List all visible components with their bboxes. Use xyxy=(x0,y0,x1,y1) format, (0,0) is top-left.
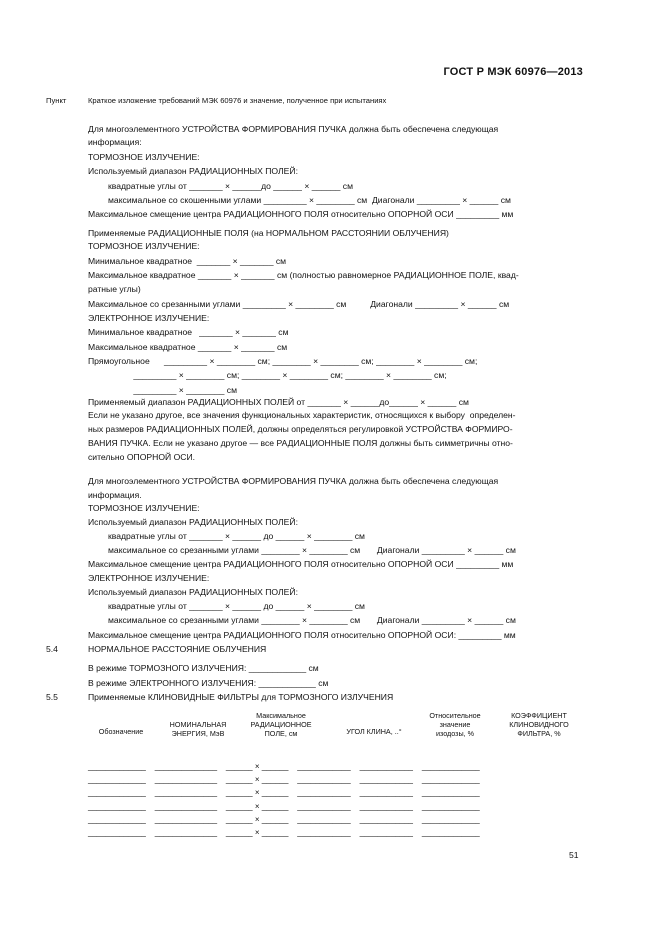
text-line: Применяемые РАДИАЦИОННЫЕ ПОЛЯ (на НОРМАЛЬНОМ РАССТОЯНИИ ОБЛУЧЕНИЯ) xyxy=(88,228,449,238)
clause-number: 5.5 xyxy=(46,692,58,702)
text-line: Минимальное квадратное _______ × _______ см xyxy=(88,256,287,266)
table-row: _____________ ______________ ______ × ______ ____________ ____________ _____________ xyxy=(88,801,480,811)
text-line: максимальное со срезанными углами ________ × ________ см Диагонали _________ × ______ см xyxy=(108,545,516,555)
text-line: максимальное со срезанными углами ________ × ________ см Диагонали _________ × ______ см xyxy=(108,615,516,625)
text-line: информация: xyxy=(88,137,142,147)
text-line: В режиме ТОРМОЗНОГО ИЗЛУЧЕНИЯ: ____________ см xyxy=(88,663,319,673)
text-line: Максимальное смещение центра РАДИАЦИОННОГО ПОЛЯ относительно ОПОРНОЙ ОСИ _________ мм xyxy=(88,559,514,569)
text-line: ЭЛЕКТРОННОЕ ИЗЛУЧЕНИЕ: xyxy=(88,573,210,583)
text-line: Используемый диапазон РАДИАЦИОННЫХ ПОЛЕЙ: xyxy=(88,587,298,597)
text-line: ВАНИЯ ПУЧКА. Если не указано другое — все РАДИАЦИОННЫЕ ПОЛЯ должны быть симметричны отно- xyxy=(88,438,513,448)
text-line: Если не указано другое, все значения функциональных характеристик, относящихся к выбору определен- xyxy=(88,410,516,420)
text-line: Максимальное квадратное _______ × _______ см xyxy=(88,342,288,352)
text-line: _________ × ________ см xyxy=(88,385,238,395)
text-line: В режиме ЭЛЕКТРОННОГО ИЗЛУЧЕНИЯ: ____________ см xyxy=(88,678,329,688)
text-line: НОРМАЛЬНОЕ РАССТОЯНИЕ ОБЛУЧЕНИЯ xyxy=(88,644,267,654)
text-line: ЭЛЕКТРОННОЕ ИЗЛУЧЕНИЕ: xyxy=(88,313,210,323)
text-line: информация. xyxy=(88,490,142,500)
text-line: ТОРМОЗНОЕ ИЗЛУЧЕНИЕ: xyxy=(88,503,200,513)
table-header-cell: УГОЛ КЛИНА, ..° xyxy=(346,727,402,736)
text-line: ных размеров РАДИАЦИОННЫХ ПОЛЕЙ, должны определяться регулировкой УСТРОЙСТВА ФОРМИРО- xyxy=(88,424,513,434)
text-line: Максимальное со срезанными углами _________ × ________ см Диагонали _________ × ______ см xyxy=(88,299,510,309)
text-line: сительно ОПОРНОЙ ОСИ. xyxy=(88,452,196,462)
table-row: _____________ ______________ ______ × ______ ____________ ____________ _____________ xyxy=(88,814,480,824)
text-line: Применяемый диапазон РАДИАЦИОННЫХ ПОЛЕЙ от _______ × ______до______ × ______ см xyxy=(88,397,469,407)
table-row: _____________ ______________ ______ × ______ ____________ ____________ _____________ xyxy=(88,775,480,785)
text-line: максимальное со скошенными углами _________ × ________ см Диагонали _________ × ______ см xyxy=(108,195,511,205)
table-row: _____________ ______________ ______ × ______ ____________ ____________ _____________ xyxy=(88,762,480,771)
column-head-text: Краткое изложение требований МЭК 60976 и значение, полученное при испытаниях xyxy=(88,96,387,105)
table-row: _____________ ______________ ______ × ______ ____________ ____________ _____________ xyxy=(88,828,480,837)
table-header-cell: НОМИНАЛЬНАЯ ЭНЕРГИЯ, МэВ xyxy=(169,720,227,738)
table-row: _____________ ______________ ______ × ______ ____________ ____________ _____________ xyxy=(88,788,480,798)
text-line: Для многоэлементного УСТРОЙСТВА ФОРМИРОВАНИЯ ПУЧКА должна быть обеспечена следующая xyxy=(88,124,499,134)
text-line: Максимальное смещение центра РАДИАЦИОННОГО ПОЛЯ относительно ОПОРНОЙ ОСИ: _________ мм xyxy=(88,630,516,640)
clause-number: 5.4 xyxy=(46,644,58,654)
text-line: квадратные углы от _______ × ______ до ______ × ________ см xyxy=(108,601,365,611)
table-header-cell: Обозначение xyxy=(98,727,144,736)
document-header: ГОСТ Р МЭК 60976—2013 xyxy=(443,66,583,78)
page-number: 51 xyxy=(569,850,579,860)
text-line: Используемый диапазон РАДИАЦИОННЫХ ПОЛЕЙ: xyxy=(88,517,298,527)
text-line: квадратные углы от _______ × ______до ______ × ______ см xyxy=(108,181,354,191)
text-line: квадратные углы от _______ × ______ до ______ × ________ см xyxy=(108,531,365,541)
table-header-cell: Максимальное РАДИАЦИОННОЕ ПОЛЕ, см xyxy=(250,711,312,738)
text-line: Минимальное квадратное _______ × _______ см xyxy=(88,327,289,337)
text-line: ТОРМОЗНОЕ ИЗЛУЧЕНИЕ: xyxy=(88,152,200,162)
text-line: ТОРМОЗНОЕ ИЗЛУЧЕНИЕ: xyxy=(88,241,200,251)
table-header-cell: КОЭФФИЦИЕНТ КЛИНОВИДНОГО ФИЛЬТРА, % xyxy=(509,711,569,738)
text-line: Максимальное квадратное _______ × _______ см (полностью равномерное РАДИАЦИОННОЕ ПОЛЕ, квад- xyxy=(88,270,519,280)
text-line: Используемый диапазон РАДИАЦИОННЫХ ПОЛЕЙ: xyxy=(88,166,298,176)
column-head-clause: Пункт xyxy=(46,96,67,105)
text-line: Применяемые КЛИНОВИДНЫЕ ФИЛЬТРЫ для ТОРМОЗНОГО ИЗЛУЧЕНИЯ xyxy=(88,692,394,702)
text-line: Максимальное смещение центра РАДИАЦИОННОГО ПОЛЯ относительно ОПОРНОЙ ОСИ _________ мм xyxy=(88,209,514,219)
text-line: Для многоэлементного УСТРОЙСТВА ФОРМИРОВАНИЯ ПУЧКА должна быть обеспечена следующая xyxy=(88,476,499,486)
text-line: Прямоугольное _________ × ________ см; ________ × ________ см; ________ × ________ см; xyxy=(88,356,478,366)
text-line: _________ × ________ см; ________ × ________ см; ________ × ________ см; xyxy=(88,370,447,380)
table-header-cell: Относительное значение изодозы, % xyxy=(429,711,481,738)
text-line: ратные углы) xyxy=(88,284,141,294)
